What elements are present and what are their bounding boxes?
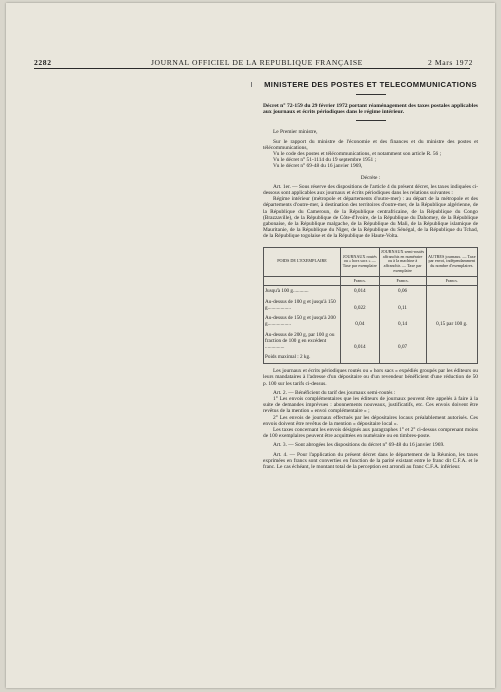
table-header-row bbox=[264, 247, 478, 277]
reduction-paragraph: Les journaux et écrits périodiques routés ou « hors sacs » expédiés groupés par les éditeurs ou leurs mandataires à l'adresse d'un dépositaire ou d'un revendeur bénéficient d'une réduction de 50 p. 100 sur les tarifs ci-dessus. bbox=[263, 368, 478, 387]
table-row bbox=[264, 297, 478, 314]
tariff-table bbox=[263, 247, 478, 365]
value-cell bbox=[426, 352, 477, 363]
table-row bbox=[264, 330, 478, 352]
article-1: Art. 1er. — Sous réserve des dispositions de l'article 4 du présent décret, les taxes indiquées ci-dessous sont applicables aux journaux et écrits périodiques dans les relations suivantes : bbox=[263, 183, 479, 197]
article-4: Art. 4. — Pour l'application du présent décret dans le département de la Réunion, les taxes exprimées en francs sont converties en fonction de la parité existant entre le franc dit C.F.A. et le franc. Le cas échéant, le montant total de la perception est arrondi au franc C.F.A. inférieur. bbox=[263, 451, 478, 470]
article-2-item-2: 2° Les envois de journaux effectués par les dépositaires locaux préalablement autorisés. Ces envois doivent être revêtus de la mention « dépositaire local ». bbox=[263, 414, 478, 427]
column-header: JOURNAUX semi-routés affranchis en numéraire ou à la machine à affranchir. — Taxe par exemplaire bbox=[379, 247, 426, 277]
weight-cell: Jusqu'à 100 g............ bbox=[264, 285, 341, 296]
ministry-heading: MINISTERE DES POSTES ET TELECOMMUNICATIONS bbox=[264, 80, 477, 89]
value-cell: 0,022 bbox=[341, 297, 380, 314]
value-cell bbox=[426, 285, 477, 296]
preamble-line: Vu le code des postes et télécommunications, et notamment son article R. 56 ; bbox=[273, 151, 442, 158]
preamble-line: Vu le décret n° 69-48 du 16 janvier 1969, bbox=[273, 163, 363, 170]
column-header: JOURNAUX routés ou « hors sacs » — Taxe par exemplaire bbox=[341, 247, 380, 277]
value-cell: 0,07 bbox=[379, 330, 426, 352]
value-cell: 0,15 par 100 g. bbox=[426, 313, 477, 330]
unit-cell: Francs. bbox=[379, 277, 426, 286]
value-cell bbox=[379, 352, 426, 363]
table-row bbox=[264, 313, 478, 330]
value-cell: 0,04 bbox=[341, 313, 380, 330]
weight-cell: Au-dessus de 200 g, par 100 g ou fraction de 100 g en excédent ............... bbox=[264, 330, 341, 352]
page-number: 2282 bbox=[34, 58, 52, 67]
article-3: Art. 3. — Sont abrogées les dispositions du décret n° 69-48 du 16 janvier 1969. bbox=[273, 442, 445, 449]
separator bbox=[356, 94, 386, 95]
value-cell: 0,014 bbox=[341, 330, 380, 352]
text-column bbox=[263, 80, 478, 470]
weight-cell: Au-dessus de 100 g et jusqu'à 150 g.................. bbox=[264, 297, 341, 314]
value-cell: 0,06 bbox=[379, 285, 426, 296]
table-row bbox=[264, 352, 478, 363]
regime-paragraph: Régime intérieur (métropole et départements d'outre-mer) : au départ de la métropole et des départements d'outre-mer, à destination des territoires d'outre-mer, de la République algérienne, de la République du Cameroun, de la République centrafricaine, de la République du Congo (Brazzaville), de la République de Côte-d'Ivoire, de la République du Dahomey, de la République gabonaise, de la République malgache, de la République du Mali, de la République islamique de Mauritanie, de la République du Niger, de la République du Sénégal, de la République du Tchad, de la République togolaise et de la République de Haute-Volta. bbox=[263, 196, 478, 240]
article-2: Art. 2. — Bénéficient du tarif des journaux semi-routés : bbox=[273, 389, 396, 396]
value-cell: 0,014 bbox=[341, 285, 380, 296]
value-cell: 0,11 bbox=[379, 297, 426, 314]
decree-title: Décret n° 72-159 du 29 février 1972 portant réaménagement des taxes postales applicables aux journaux et écrits périodiques dans le régime intérieur. bbox=[263, 103, 478, 116]
header-rule bbox=[34, 68, 470, 69]
decrete-line: Décrète : bbox=[360, 174, 381, 181]
weight-cell: Poids maximal : 2 kg. bbox=[264, 352, 341, 363]
column-header: POIDS DE L'EXEMPLAIRE bbox=[264, 247, 341, 277]
unit-cell: Francs. bbox=[426, 277, 477, 286]
separator bbox=[356, 120, 386, 121]
article-2-item-1: 1° Les envois complémentaires que les éditeurs de journaux peuvent être appelés à faire à la suite de demandes imprévues : abonnements nouveaux, justificatifs, etc. Ces envois doivent être revêtus de la mention « envoi complémentaire » ; bbox=[263, 395, 478, 415]
journal-title: JOURNAL OFFICIEL DE LA REPUBLIQUE FRANÇAISE bbox=[151, 58, 363, 67]
unit-cell bbox=[264, 277, 341, 286]
issue-date: 2 Mars 1972 bbox=[428, 58, 473, 67]
article-2-taxes: Les taxes concernant les envois désignés aux paragraphes 1° et 2° ci-dessus comprenant moins de 100 exemplaires peuvent être acquittées en numéraire ou en timbres-poste. bbox=[263, 426, 478, 440]
column-mark bbox=[251, 82, 255, 87]
units-row bbox=[264, 277, 478, 286]
preamble-line: Vu le décret n° 51-1114 du 19 septembre 1951 ; bbox=[273, 157, 377, 164]
unit-cell: Francs. bbox=[341, 277, 380, 286]
value-cell bbox=[426, 297, 477, 314]
preamble-line: Sur le rapport du ministre de l'économie et des finances et du ministre des postes et télécommunications, bbox=[263, 138, 478, 151]
column-header: AUTRES journaux. — Taxe par envoi, indépendamment du nombre d'exemplaires. bbox=[426, 247, 477, 277]
preamble-line: Le Premier ministre, bbox=[273, 129, 318, 136]
value-cell: 0,14 bbox=[379, 313, 426, 330]
table-row bbox=[264, 285, 478, 296]
weight-cell: Au-dessus de 150 g et jusqu'à 200 g.................. bbox=[264, 313, 341, 330]
value-cell bbox=[426, 330, 477, 352]
value-cell bbox=[341, 352, 380, 363]
